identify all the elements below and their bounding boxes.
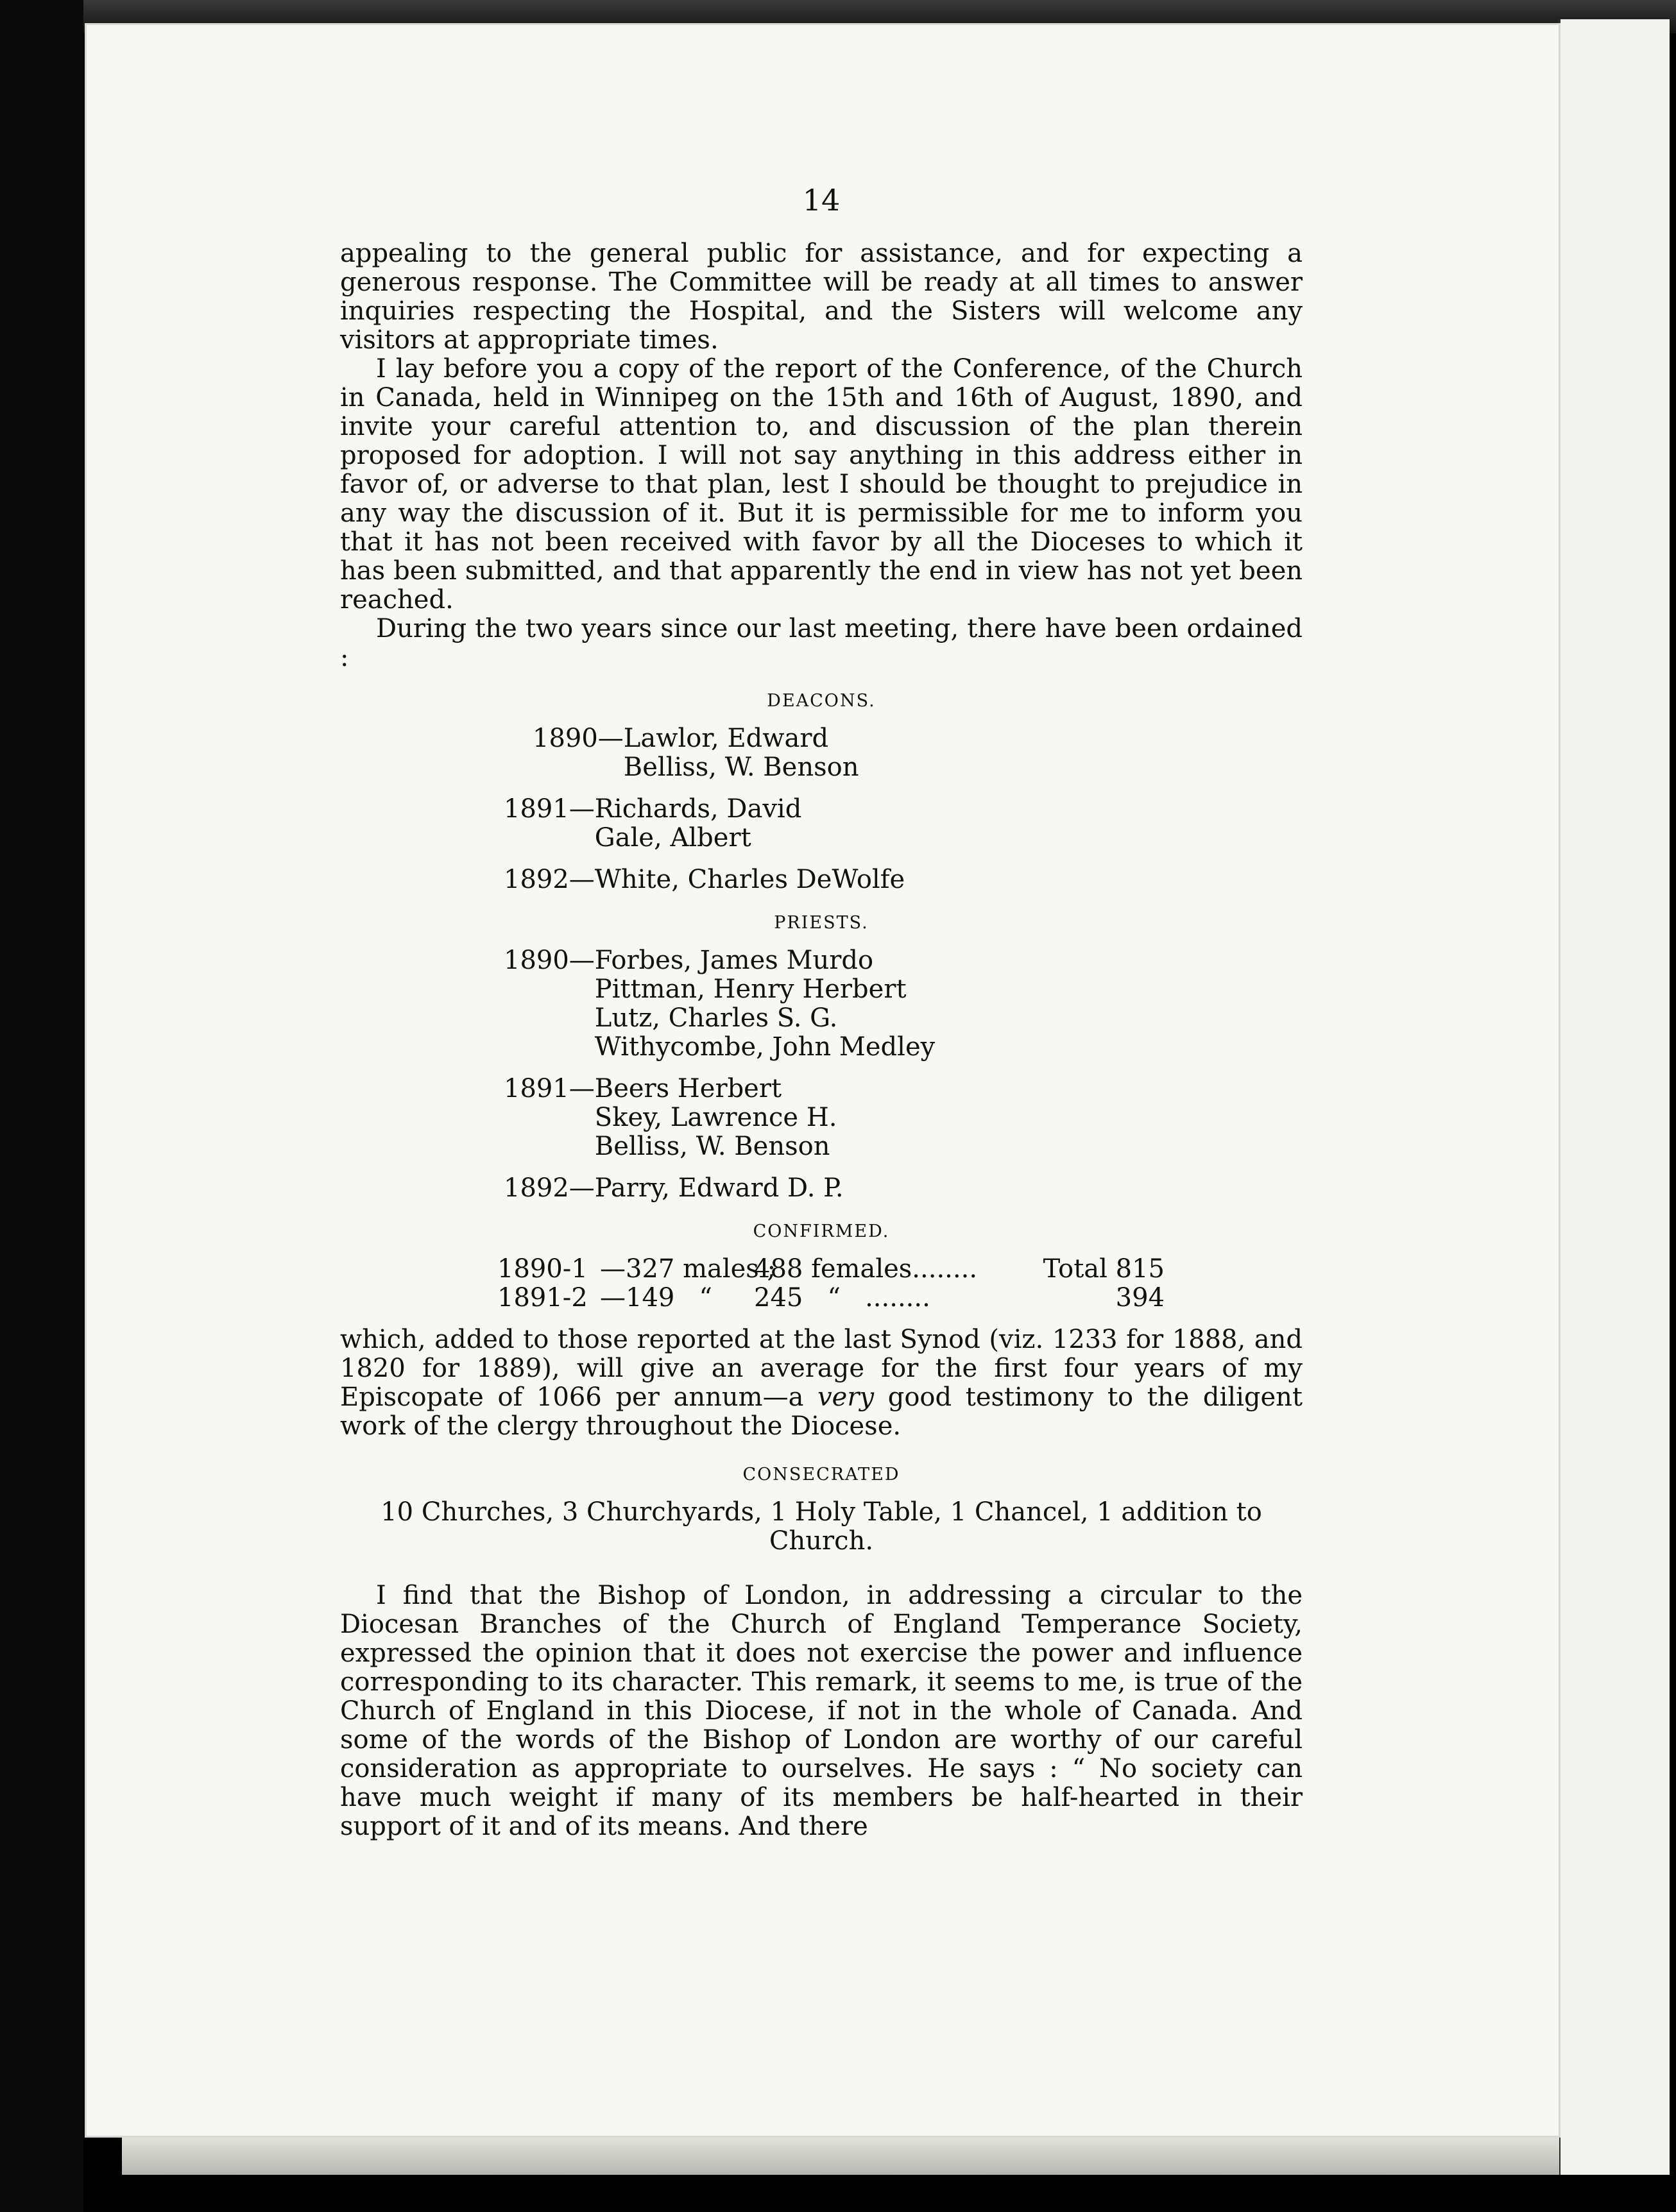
ordinand-name: Parry, Edward D. P. [594,1173,844,1203]
consecrated-text: 10 Churches, 3 Churchyards, 1 Holy Table, 1 Chancel, 1 addition to Church. [381,1497,1262,1556]
confirmed-total: Total 815 [1043,1254,1165,1284]
ordinand-name: Beers Herbert [594,1074,782,1103]
year: 1890 [533,724,598,753]
ordinand-name: Lawlor, Edward [623,724,829,753]
ordinand-name: Gale, Albert [594,823,751,853]
ordinand-name: Belliss, W. Benson [623,753,859,782]
confirmed-total: 394 [1115,1283,1165,1313]
confirmed-period: 1890-1 [497,1254,588,1284]
consecrated-section [340,1460,1303,1556]
page-content [340,183,1303,1841]
ordinand-name: Pittman, Henry Herbert [594,974,907,1004]
priests-group-1890: 1890 — Forbes, James Murdo Pittman, Henry Herbert Lutz, Charles S. G. Withycombe, John Medley [504,946,936,1062]
priests-group-1891: 1891 — Beers Herbert Skey, Lawrence H. Belliss, W. Benson [504,1074,837,1161]
deacons-heading: DEACONS. [767,691,876,711]
paragraph-conference: I lay before you a copy of the report of the Conference, of the Church in Canada, held in Winnipeg on the 15th and 16th of August, 1890, and invite your careful attention to, and discussion of the plan therein proposed for adoption. I will not say anything in this address either in favor of, or adverse to that plan, lest I should be thought to prejudice in any way the discussion of it. But it is permissible for me to inform you that it has not been received with favor by all the Dioceses to which it has been submitted, and that apparently the end in view has not yet been reached. [340,354,1303,615]
scan-left-border [0,0,83,2212]
paragraph-temperance: I find that the Bishop of London, in addressing a circular to the Diocesan Branches of the Church of England Temperance Society, expressed the opinion that it does not exercise the power and influence corresponding to its character. This remark, it seems to me, is true of the Church of England in this Diocese, if not in the whole of Canada. And some of the words of the Bishop of London are worthy of our careful consideration as appropriate to ourselves. He says : “ No society can have much weight if many of its members be half-hearted in their support of it and of its means. And there [340,1581,1303,1841]
average-text-emphasis: very [817,1382,875,1412]
paragraph-average [340,1325,1303,1441]
confirmed-females: 488 females........ [754,1254,978,1284]
confirmed-males: —327 males ; [600,1254,776,1284]
year: 1892 [504,1173,569,1203]
priests-section [340,908,1303,1203]
ordinand-name: Skey, Lawrence H. [594,1103,837,1132]
confirmed-males: —149 “ [600,1283,712,1313]
average-text-end: good testimony to the diligent work of the clergy throughout the Diocese. [340,1382,1303,1441]
year: 1890 [504,946,569,975]
ordinand-name: Richards, David [594,794,802,824]
ordinand-name: White, Charles DeWolfe [594,865,905,894]
confirmed-row [497,1284,1303,1313]
year: 1891 [504,794,569,824]
priests-group-1892: 1892 — Parry, Edward D. P. [504,1173,844,1203]
adjacent-page-edge [1558,19,1670,2175]
priests-heading: PRIESTS. [774,913,869,933]
ordinand-name: Withycombe, John Medley [594,1032,936,1062]
confirmed-period: 1891-2 [497,1283,588,1313]
ordinand-name: Forbes, James Murdo [594,946,874,975]
year: 1892 [504,865,569,894]
deacons-group-1891: 1891 — Richards, David Gale, Albert [504,794,802,853]
paragraph-hospital: appealing to the general public for assistance, and for expecting a generous response. The Committee will be ready at all times to answer inquiries respecting the Hospital, and the Sisters will welcome any visitors at appropriate times. [340,239,1303,355]
confirmed-row [497,1255,1303,1284]
confirmed-heading: CONFIRMED. [753,1221,890,1241]
deacons-group-1890: 1890 — Lawlor, Edward Belliss, W. Benson [533,724,859,782]
page-number: 14 [802,183,841,217]
ordinand-name: Belliss, W. Benson [594,1132,830,1161]
confirmed-females: 245 “ ........ [754,1283,930,1313]
ordinand-name: Lutz, Charles S. G. [594,1003,838,1033]
confirmed-section [340,1217,1303,1313]
paragraph-ordained: During the two years since our last meeting, there have been ordained : [340,614,1303,672]
deacons-section [340,686,1303,894]
page-bottom-edge [122,2138,1559,2175]
deacons-group-1892: 1892 — White, Charles DeWolfe [504,865,905,894]
consecrated-heading: CONSECRATED [742,1465,900,1485]
year: 1891 [504,1074,569,1103]
average-text-start: which, added to those reported at the last Synod (viz. 1233 for 1888, and 1820 for 1889), will give an average for the first four years of my Episcopate of 1066 per annum—a [340,1325,1303,1412]
